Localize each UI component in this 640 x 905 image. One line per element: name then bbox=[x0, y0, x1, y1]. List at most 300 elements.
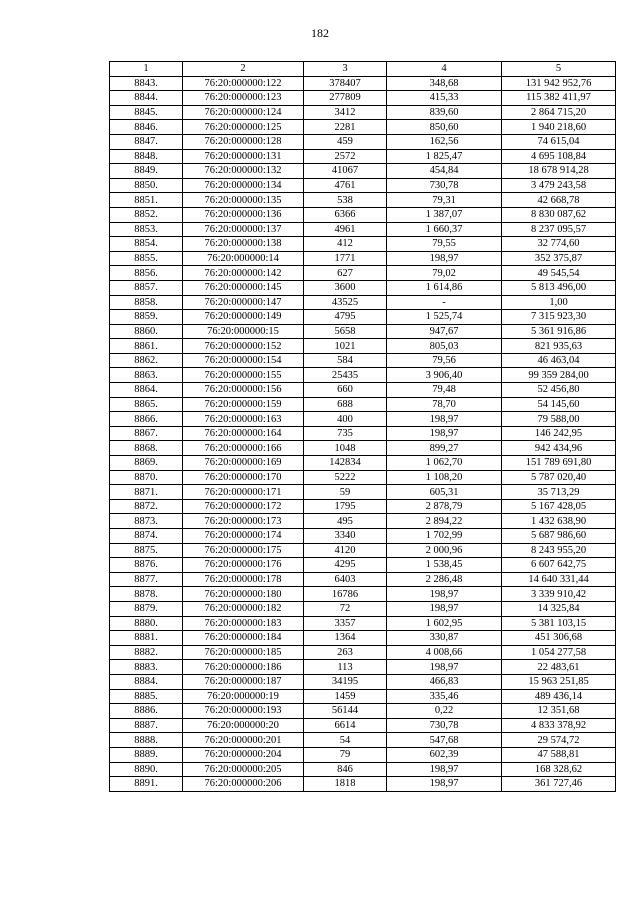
specific-value-cell: 1 387,07 bbox=[387, 207, 502, 222]
cadastral-value-cell: 4 695 108,84 bbox=[502, 149, 616, 164]
cadastral-number-cell: 76:20:000000:175 bbox=[183, 543, 304, 558]
area-cell: 3357 bbox=[304, 616, 387, 631]
table-row bbox=[110, 324, 616, 339]
cadastral-value-cell: 451 306,68 bbox=[502, 631, 616, 646]
area-cell: 660 bbox=[304, 383, 387, 398]
specific-value-cell: 1 825,47 bbox=[387, 149, 502, 164]
cadastral-number-cell: 76:20:000000:204 bbox=[183, 747, 304, 762]
area-cell: 43525 bbox=[304, 295, 387, 310]
table-row bbox=[110, 76, 616, 91]
cadastral-value-cell: 99 359 284,00 bbox=[502, 368, 616, 383]
area-cell: 4795 bbox=[304, 310, 387, 325]
cadastral-value-cell: 79 588,00 bbox=[502, 412, 616, 427]
table-row bbox=[110, 441, 616, 456]
cadastral-number-cell: 76:20:000000:171 bbox=[183, 485, 304, 500]
cadastral-value-cell: 7 315 923,30 bbox=[502, 310, 616, 325]
table-row bbox=[110, 704, 616, 719]
cadastral-value-cell: 15 963 251,85 bbox=[502, 674, 616, 689]
row-number-cell: 8875. bbox=[110, 543, 183, 558]
cadastral-number-cell: 76:20:000000:135 bbox=[183, 193, 304, 208]
row-number-cell: 8871. bbox=[110, 485, 183, 500]
table-row bbox=[110, 207, 616, 222]
cadastral-value-cell: 1 054 277,58 bbox=[502, 645, 616, 660]
table-row bbox=[110, 733, 616, 748]
specific-value-cell: 198,97 bbox=[387, 587, 502, 602]
table-row bbox=[110, 237, 616, 252]
row-number-cell: 8879. bbox=[110, 601, 183, 616]
cadastral-value-cell: 8 243 955,20 bbox=[502, 543, 616, 558]
specific-value-cell: 198,97 bbox=[387, 251, 502, 266]
table-row bbox=[110, 193, 616, 208]
cadastral-value-cell: 361 727,46 bbox=[502, 777, 616, 792]
row-number-cell: 8867. bbox=[110, 426, 183, 441]
area-cell: 72 bbox=[304, 601, 387, 616]
cadastral-number-cell: 76:20:000000:123 bbox=[183, 91, 304, 106]
row-number-cell: 8858. bbox=[110, 295, 183, 310]
table-row bbox=[110, 310, 616, 325]
cadastral-value-cell: 3 479 243,58 bbox=[502, 178, 616, 193]
cadastral-number-cell: 76:20:000000:193 bbox=[183, 704, 304, 719]
specific-value-cell: 2 000,96 bbox=[387, 543, 502, 558]
table-row bbox=[110, 222, 616, 237]
specific-value-cell: 2 286,48 bbox=[387, 572, 502, 587]
specific-value-cell: 1 108,20 bbox=[387, 470, 502, 485]
cadastral-number-cell: 76:20:000000:134 bbox=[183, 178, 304, 193]
row-number-cell: 8891. bbox=[110, 777, 183, 792]
cadastral-number-cell: 76:20:000000:205 bbox=[183, 762, 304, 777]
row-number-cell: 8881. bbox=[110, 631, 183, 646]
specific-value-cell: 899,27 bbox=[387, 441, 502, 456]
table-row bbox=[110, 718, 616, 733]
cadastral-number-cell: 76:20:000000:170 bbox=[183, 470, 304, 485]
area-cell: 34195 bbox=[304, 674, 387, 689]
area-cell: 6403 bbox=[304, 572, 387, 587]
area-cell: 79 bbox=[304, 747, 387, 762]
specific-value-cell: 730,78 bbox=[387, 718, 502, 733]
row-number-cell: 8843. bbox=[110, 76, 183, 91]
area-cell: 3412 bbox=[304, 105, 387, 120]
cadastral-value-cell: 74 615,04 bbox=[502, 134, 616, 149]
row-number-cell: 8888. bbox=[110, 733, 183, 748]
area-cell: 59 bbox=[304, 485, 387, 500]
table-row bbox=[110, 558, 616, 573]
row-number-cell: 8882. bbox=[110, 645, 183, 660]
table-row bbox=[110, 105, 616, 120]
row-number-cell: 8890. bbox=[110, 762, 183, 777]
area-cell: 113 bbox=[304, 660, 387, 675]
cadastral-number-cell: 76:20:000000:131 bbox=[183, 149, 304, 164]
cadastral-value-cell: 131 942 952,76 bbox=[502, 76, 616, 91]
specific-value-cell: 805,03 bbox=[387, 339, 502, 354]
specific-value-cell: 2 894,22 bbox=[387, 514, 502, 529]
table-row bbox=[110, 456, 616, 471]
cadastral-number-cell: 76:20:000000:176 bbox=[183, 558, 304, 573]
area-cell: 16786 bbox=[304, 587, 387, 602]
table-row bbox=[110, 91, 616, 106]
area-cell: 5658 bbox=[304, 324, 387, 339]
cadastral-value-cell: 32 774,60 bbox=[502, 237, 616, 252]
cadastral-number-cell: 76:20:000000:166 bbox=[183, 441, 304, 456]
area-cell: 3600 bbox=[304, 280, 387, 295]
table-row bbox=[110, 134, 616, 149]
cadastral-value-cell: 18 678 914,28 bbox=[502, 164, 616, 179]
specific-value-cell: 79,55 bbox=[387, 237, 502, 252]
cadastral-value-cell: 4 833 378,92 bbox=[502, 718, 616, 733]
column-header: 1 bbox=[110, 62, 183, 77]
specific-value-cell: 466,83 bbox=[387, 674, 502, 689]
cadastral-value-cell: 49 545,54 bbox=[502, 266, 616, 281]
table-row bbox=[110, 397, 616, 412]
column-header: 3 bbox=[304, 62, 387, 77]
specific-value-cell: 1 525,74 bbox=[387, 310, 502, 325]
table-row bbox=[110, 631, 616, 646]
table-row bbox=[110, 674, 616, 689]
row-number-cell: 8849. bbox=[110, 164, 183, 179]
cadastral-number-cell: 76:20:000000:128 bbox=[183, 134, 304, 149]
cadastral-value-cell: 22 483,61 bbox=[502, 660, 616, 675]
table-row bbox=[110, 266, 616, 281]
cadastral-value-cell: 29 574,72 bbox=[502, 733, 616, 748]
area-cell: 459 bbox=[304, 134, 387, 149]
area-cell: 495 bbox=[304, 514, 387, 529]
area-cell: 1771 bbox=[304, 251, 387, 266]
cadastral-value-table bbox=[109, 61, 616, 792]
cadastral-value-cell: 168 328,62 bbox=[502, 762, 616, 777]
row-number-cell: 8844. bbox=[110, 91, 183, 106]
area-cell: 846 bbox=[304, 762, 387, 777]
area-cell: 25435 bbox=[304, 368, 387, 383]
cadastral-number-cell: 76:20:000000:178 bbox=[183, 572, 304, 587]
area-cell: 277809 bbox=[304, 91, 387, 106]
column-header: 4 bbox=[387, 62, 502, 77]
specific-value-cell: 198,97 bbox=[387, 412, 502, 427]
cadastral-number-cell: 76:20:000000:156 bbox=[183, 383, 304, 398]
area-cell: 4295 bbox=[304, 558, 387, 573]
specific-value-cell: 198,97 bbox=[387, 601, 502, 616]
row-number-cell: 8863. bbox=[110, 368, 183, 383]
specific-value-cell: 79,31 bbox=[387, 193, 502, 208]
cadastral-number-cell: 76:20:000000:124 bbox=[183, 105, 304, 120]
table-row bbox=[110, 339, 616, 354]
table-row bbox=[110, 645, 616, 660]
cadastral-value-cell: 942 434,96 bbox=[502, 441, 616, 456]
page-number: 182 bbox=[311, 26, 329, 40]
area-cell: 142834 bbox=[304, 456, 387, 471]
cadastral-number-cell: 76:20:000000:155 bbox=[183, 368, 304, 383]
area-cell: 1818 bbox=[304, 777, 387, 792]
cadastral-number-cell: 76:20:000000:145 bbox=[183, 280, 304, 295]
row-number-cell: 8846. bbox=[110, 120, 183, 135]
row-number-cell: 8859. bbox=[110, 310, 183, 325]
cadastral-number-cell: 76:20:000000:172 bbox=[183, 499, 304, 514]
area-cell: 400 bbox=[304, 412, 387, 427]
specific-value-cell: 1 660,37 bbox=[387, 222, 502, 237]
specific-value-cell: 605,31 bbox=[387, 485, 502, 500]
cadastral-value-cell: 5 167 428,05 bbox=[502, 499, 616, 514]
row-number-cell: 8874. bbox=[110, 529, 183, 544]
specific-value-cell: 198,97 bbox=[387, 777, 502, 792]
specific-value-cell: 1 614,86 bbox=[387, 280, 502, 295]
area-cell: 2281 bbox=[304, 120, 387, 135]
column-header: 2 bbox=[183, 62, 304, 77]
cadastral-number-cell: 76:20:000000:159 bbox=[183, 397, 304, 412]
area-cell: 1021 bbox=[304, 339, 387, 354]
row-number-cell: 8853. bbox=[110, 222, 183, 237]
area-cell: 263 bbox=[304, 645, 387, 660]
row-number-cell: 8872. bbox=[110, 499, 183, 514]
area-cell: 6614 bbox=[304, 718, 387, 733]
cadastral-value-cell: 8 237 095,57 bbox=[502, 222, 616, 237]
row-number-cell: 8851. bbox=[110, 193, 183, 208]
cadastral-number-cell: 76:20:000000:186 bbox=[183, 660, 304, 675]
row-number-cell: 8870. bbox=[110, 470, 183, 485]
cadastral-number-cell: 76:20:000000:184 bbox=[183, 631, 304, 646]
cadastral-number-cell: 76:20:000000:149 bbox=[183, 310, 304, 325]
row-number-cell: 8854. bbox=[110, 237, 183, 252]
cadastral-value-cell: 35 713,29 bbox=[502, 485, 616, 500]
area-cell: 41067 bbox=[304, 164, 387, 179]
row-number-cell: 8880. bbox=[110, 616, 183, 631]
table-row bbox=[110, 689, 616, 704]
table-row bbox=[110, 601, 616, 616]
cadastral-value-cell: 52 456,80 bbox=[502, 383, 616, 398]
cadastral-number-cell: 76:20:000000:169 bbox=[183, 456, 304, 471]
cadastral-number-cell: 76:20:000000:152 bbox=[183, 339, 304, 354]
area-cell: 56144 bbox=[304, 704, 387, 719]
cadastral-number-cell: 76:20:000000:183 bbox=[183, 616, 304, 631]
row-number-cell: 8862. bbox=[110, 353, 183, 368]
area-cell: 1364 bbox=[304, 631, 387, 646]
cadastral-number-cell: 76:20:000000:132 bbox=[183, 164, 304, 179]
cadastral-number-cell: 76:20:000000:201 bbox=[183, 733, 304, 748]
table-row bbox=[110, 747, 616, 762]
specific-value-cell: 3 906,40 bbox=[387, 368, 502, 383]
area-cell: 54 bbox=[304, 733, 387, 748]
table-row bbox=[110, 280, 616, 295]
area-cell: 735 bbox=[304, 426, 387, 441]
specific-value-cell: 79,02 bbox=[387, 266, 502, 281]
row-number-cell: 8877. bbox=[110, 572, 183, 587]
cadastral-value-cell: 47 588,81 bbox=[502, 747, 616, 762]
specific-value-cell: 2 878,79 bbox=[387, 499, 502, 514]
cadastral-value-cell: 115 382 411,97 bbox=[502, 91, 616, 106]
row-number-cell: 8883. bbox=[110, 660, 183, 675]
specific-value-cell: 839,60 bbox=[387, 105, 502, 120]
cadastral-number-cell: 76:20:000000:137 bbox=[183, 222, 304, 237]
specific-value-cell: 0,22 bbox=[387, 704, 502, 719]
cadastral-number-cell: 76:20:000000:15 bbox=[183, 324, 304, 339]
specific-value-cell: 947,67 bbox=[387, 324, 502, 339]
row-number-cell: 8855. bbox=[110, 251, 183, 266]
cadastral-value-cell: 489 436,14 bbox=[502, 689, 616, 704]
cadastral-value-cell: 6 607 642,75 bbox=[502, 558, 616, 573]
specific-value-cell: 79,48 bbox=[387, 383, 502, 398]
specific-value-cell: 198,97 bbox=[387, 762, 502, 777]
specific-value-cell: 730,78 bbox=[387, 178, 502, 193]
specific-value-cell: 1 602,95 bbox=[387, 616, 502, 631]
row-number-cell: 8878. bbox=[110, 587, 183, 602]
cadastral-value-cell: 151 789 691,80 bbox=[502, 456, 616, 471]
row-number-cell: 8889. bbox=[110, 747, 183, 762]
cadastral-value-cell: 5 787 020,40 bbox=[502, 470, 616, 485]
row-number-cell: 8884. bbox=[110, 674, 183, 689]
area-cell: 4961 bbox=[304, 222, 387, 237]
specific-value-cell: 547,68 bbox=[387, 733, 502, 748]
specific-value-cell: 78,70 bbox=[387, 397, 502, 412]
specific-value-cell: - bbox=[387, 295, 502, 310]
row-number-cell: 8861. bbox=[110, 339, 183, 354]
table-row bbox=[110, 164, 616, 179]
cadastral-number-cell: 76:20:000000:138 bbox=[183, 237, 304, 252]
table-row bbox=[110, 178, 616, 193]
row-number-cell: 8857. bbox=[110, 280, 183, 295]
cadastral-number-cell: 76:20:000000:19 bbox=[183, 689, 304, 704]
cadastral-value-cell: 5 361 916,86 bbox=[502, 324, 616, 339]
row-number-cell: 8887. bbox=[110, 718, 183, 733]
table-row bbox=[110, 251, 616, 266]
cadastral-value-cell: 1 940 218,60 bbox=[502, 120, 616, 135]
cadastral-number-cell: 76:20:000000:122 bbox=[183, 76, 304, 91]
table-row bbox=[110, 426, 616, 441]
row-number-cell: 8845. bbox=[110, 105, 183, 120]
area-cell: 6366 bbox=[304, 207, 387, 222]
table-row bbox=[110, 412, 616, 427]
area-cell: 1048 bbox=[304, 441, 387, 456]
row-number-cell: 8850. bbox=[110, 178, 183, 193]
table-row bbox=[110, 499, 616, 514]
table-row bbox=[110, 149, 616, 164]
table-row bbox=[110, 529, 616, 544]
row-number-cell: 8848. bbox=[110, 149, 183, 164]
cadastral-number-cell: 76:20:000000:182 bbox=[183, 601, 304, 616]
cadastral-number-cell: 76:20:000000:136 bbox=[183, 207, 304, 222]
specific-value-cell: 850,60 bbox=[387, 120, 502, 135]
cadastral-value-cell: 146 242,95 bbox=[502, 426, 616, 441]
cadastral-number-cell: 76:20:000000:154 bbox=[183, 353, 304, 368]
specific-value-cell: 1 062,70 bbox=[387, 456, 502, 471]
area-cell: 4761 bbox=[304, 178, 387, 193]
specific-value-cell: 454,84 bbox=[387, 164, 502, 179]
cadastral-number-cell: 76:20:000000:125 bbox=[183, 120, 304, 135]
table-row bbox=[110, 470, 616, 485]
cadastral-number-cell: 76:20:000000:174 bbox=[183, 529, 304, 544]
cadastral-number-cell: 76:20:000000:173 bbox=[183, 514, 304, 529]
specific-value-cell: 330,87 bbox=[387, 631, 502, 646]
area-cell: 688 bbox=[304, 397, 387, 412]
table-row bbox=[110, 353, 616, 368]
table-row bbox=[110, 587, 616, 602]
cadastral-value-cell: 8 830 087,62 bbox=[502, 207, 616, 222]
row-number-cell: 8852. bbox=[110, 207, 183, 222]
area-cell: 4120 bbox=[304, 543, 387, 558]
row-number-cell: 8876. bbox=[110, 558, 183, 573]
specific-value-cell: 162,56 bbox=[387, 134, 502, 149]
specific-value-cell: 1 538,45 bbox=[387, 558, 502, 573]
area-cell: 1459 bbox=[304, 689, 387, 704]
table-header-row bbox=[110, 62, 616, 77]
specific-value-cell: 602,39 bbox=[387, 747, 502, 762]
cadastral-value-cell: 14 640 331,44 bbox=[502, 572, 616, 587]
cadastral-value-cell: 5 813 496,00 bbox=[502, 280, 616, 295]
row-number-cell: 8869. bbox=[110, 456, 183, 471]
specific-value-cell: 348,68 bbox=[387, 76, 502, 91]
specific-value-cell: 415,33 bbox=[387, 91, 502, 106]
row-number-cell: 8885. bbox=[110, 689, 183, 704]
cadastral-number-cell: 76:20:000000:185 bbox=[183, 645, 304, 660]
specific-value-cell: 198,97 bbox=[387, 426, 502, 441]
table-row bbox=[110, 762, 616, 777]
area-cell: 538 bbox=[304, 193, 387, 208]
cadastral-number-cell: 76:20:000000:147 bbox=[183, 295, 304, 310]
area-cell: 378407 bbox=[304, 76, 387, 91]
cadastral-number-cell: 76:20:000000:164 bbox=[183, 426, 304, 441]
table-row bbox=[110, 485, 616, 500]
cadastral-value-cell: 12 351,68 bbox=[502, 704, 616, 719]
cadastral-value-cell: 5 381 103,15 bbox=[502, 616, 616, 631]
cadastral-value-cell: 42 668,78 bbox=[502, 193, 616, 208]
cadastral-value-cell: 352 375,87 bbox=[502, 251, 616, 266]
cadastral-value-cell: 821 935,63 bbox=[502, 339, 616, 354]
cadastral-value-cell: 1,00 bbox=[502, 295, 616, 310]
specific-value-cell: 1 702,99 bbox=[387, 529, 502, 544]
cadastral-value-cell: 14 325,84 bbox=[502, 601, 616, 616]
table-row bbox=[110, 543, 616, 558]
table-row bbox=[110, 295, 616, 310]
cadastral-value-cell: 5 687 986,60 bbox=[502, 529, 616, 544]
table-row bbox=[110, 368, 616, 383]
cadastral-number-cell: 76:20:000000:14 bbox=[183, 251, 304, 266]
row-number-cell: 8873. bbox=[110, 514, 183, 529]
row-number-cell: 8864. bbox=[110, 383, 183, 398]
area-cell: 1795 bbox=[304, 499, 387, 514]
table-row bbox=[110, 514, 616, 529]
cadastral-value-cell: 3 339 910,42 bbox=[502, 587, 616, 602]
area-cell: 584 bbox=[304, 353, 387, 368]
cadastral-value-cell: 54 145,60 bbox=[502, 397, 616, 412]
row-number-cell: 8868. bbox=[110, 441, 183, 456]
area-cell: 627 bbox=[304, 266, 387, 281]
table-row bbox=[110, 120, 616, 135]
specific-value-cell: 4 008,66 bbox=[387, 645, 502, 660]
row-number-cell: 8860. bbox=[110, 324, 183, 339]
table-row bbox=[110, 572, 616, 587]
area-cell: 3340 bbox=[304, 529, 387, 544]
specific-value-cell: 335,46 bbox=[387, 689, 502, 704]
cadastral-number-cell: 76:20:000000:180 bbox=[183, 587, 304, 602]
cadastral-number-cell: 76:20:000000:142 bbox=[183, 266, 304, 281]
table-row bbox=[110, 777, 616, 792]
specific-value-cell: 198,97 bbox=[387, 660, 502, 675]
cadastral-number-cell: 76:20:000000:206 bbox=[183, 777, 304, 792]
table-row bbox=[110, 660, 616, 675]
cadastral-value-cell: 46 463,04 bbox=[502, 353, 616, 368]
column-header: 5 bbox=[502, 62, 616, 77]
area-cell: 5222 bbox=[304, 470, 387, 485]
table-row bbox=[110, 383, 616, 398]
area-cell: 412 bbox=[304, 237, 387, 252]
row-number-cell: 8856. bbox=[110, 266, 183, 281]
row-number-cell: 8886. bbox=[110, 704, 183, 719]
specific-value-cell: 79,56 bbox=[387, 353, 502, 368]
row-number-cell: 8847. bbox=[110, 134, 183, 149]
row-number-cell: 8866. bbox=[110, 412, 183, 427]
cadastral-number-cell: 76:20:000000:163 bbox=[183, 412, 304, 427]
table-row bbox=[110, 616, 616, 631]
cadastral-number-cell: 76:20:000000:20 bbox=[183, 718, 304, 733]
cadastral-value-cell: 2 864 715,20 bbox=[502, 105, 616, 120]
area-cell: 2572 bbox=[304, 149, 387, 164]
table-body bbox=[110, 76, 616, 791]
